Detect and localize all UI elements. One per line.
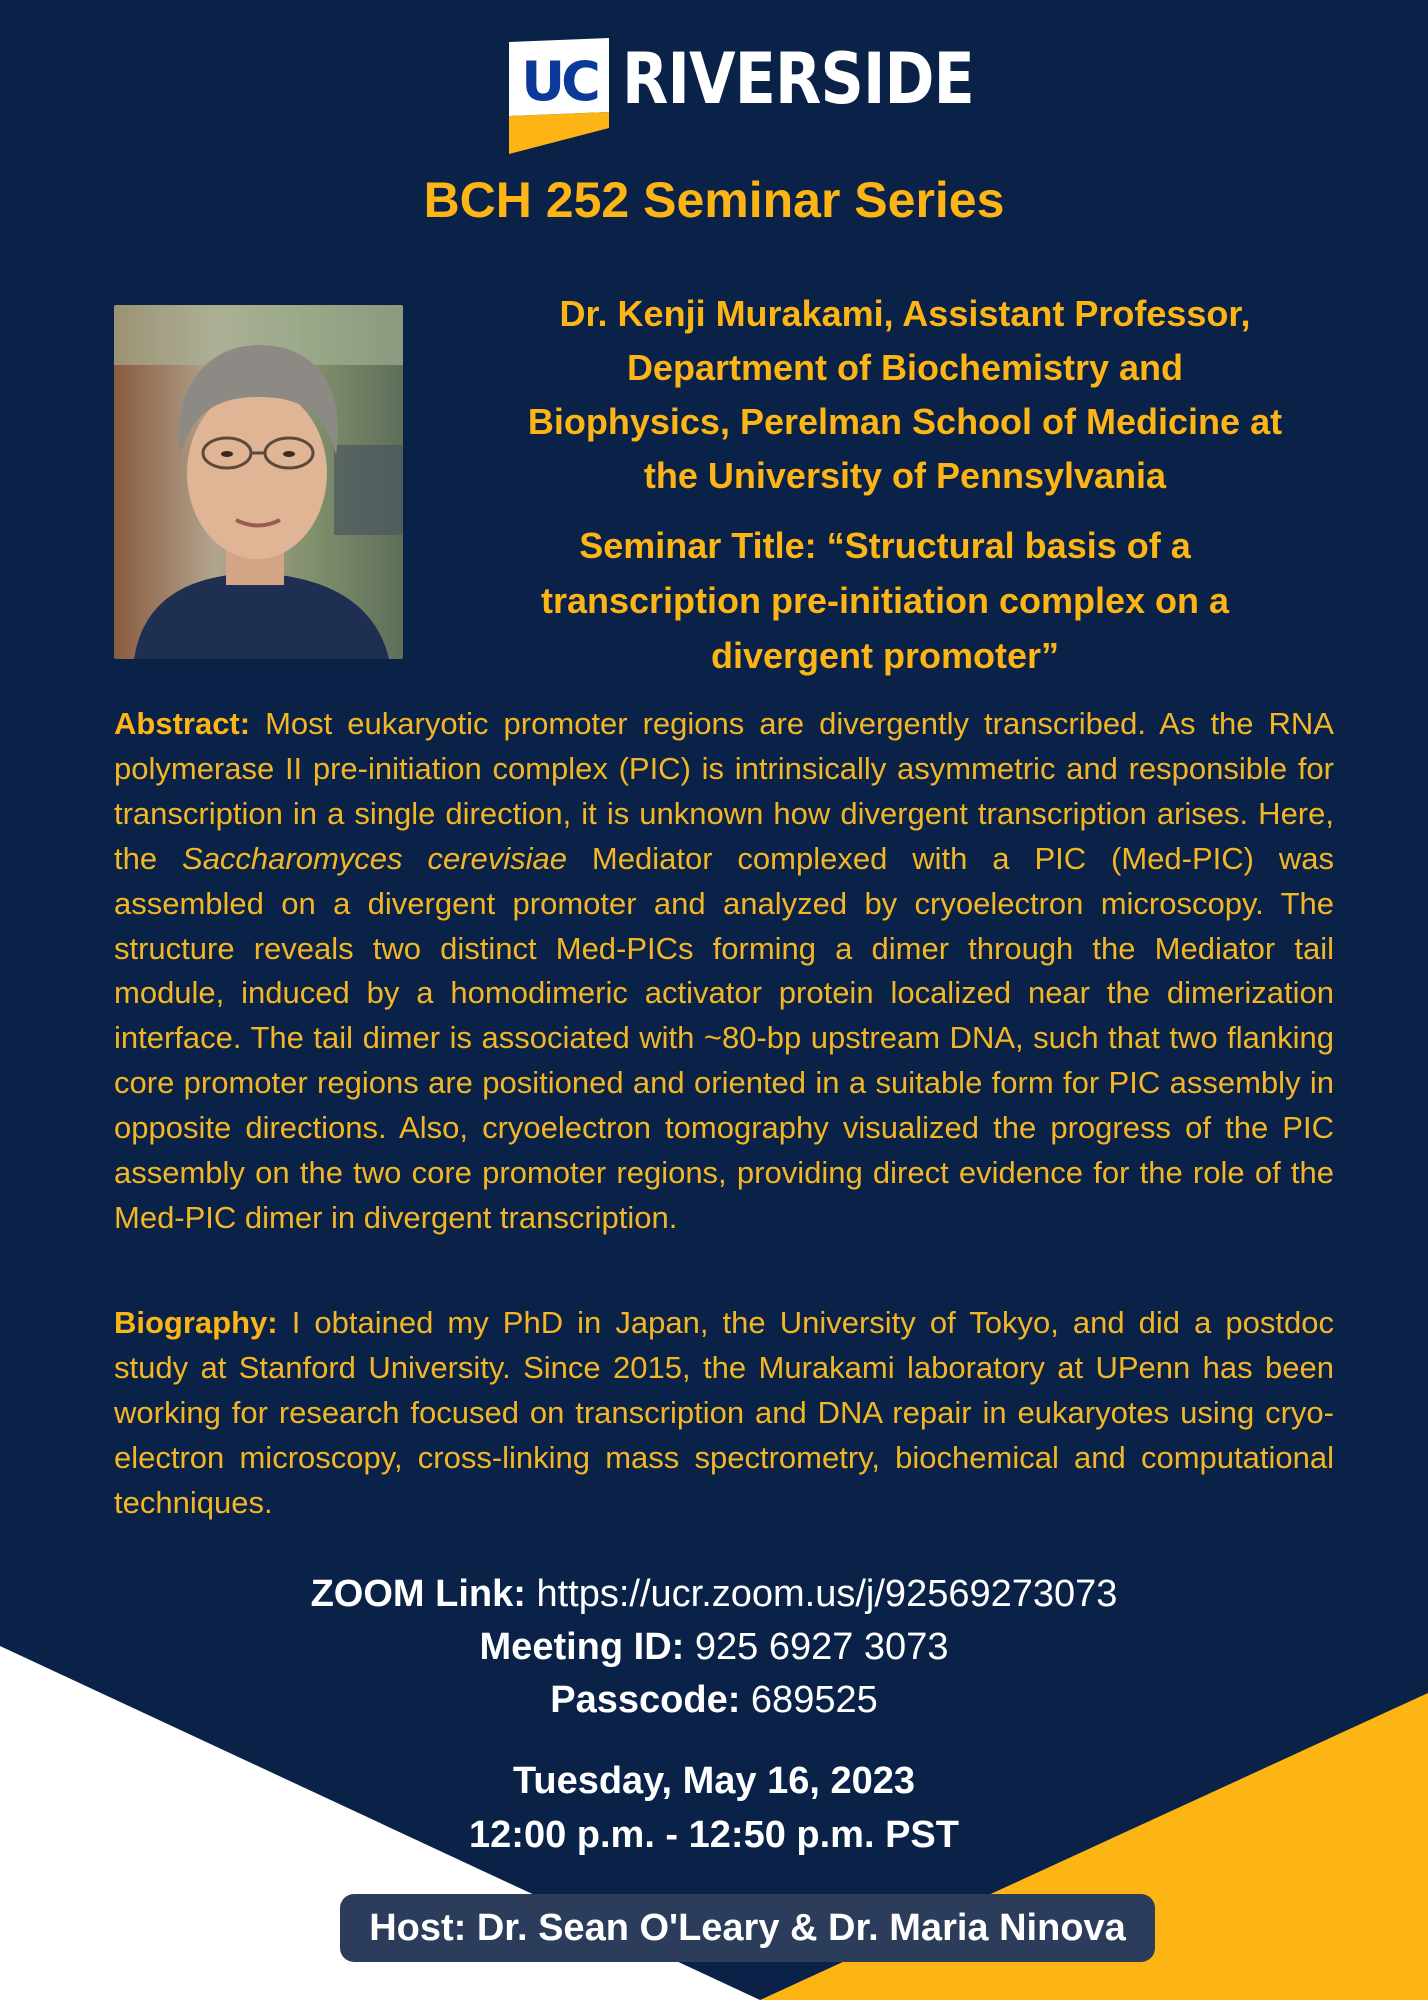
seminar-title-line: transcription pre-initiation complex on a (540, 580, 1230, 621)
abstract-text: Most eukaryotic promoter regions are divergently transcribed. As the RNA polymerase II pre-initiation complex (PIC) is intrinsically asymmetric and responsible for transcription in a single direction, it is unknown how divergent transcription arises. Here, the (114, 706, 1334, 876)
series-title: BCH 252 Seminar Series (423, 172, 1005, 228)
uc-logo-text: UC (521, 50, 597, 113)
biography-label: Biography: (114, 1305, 278, 1340)
uc-logo-mark (509, 38, 609, 154)
speaker-line: Biophysics, Perelman School of Medicine at (527, 401, 1283, 442)
abstract-paragraph (114, 702, 1334, 1241)
host-badge: Host: Dr. Sean O'Leary & Dr. Maria Ninova (340, 1894, 1155, 1962)
zoom-link-line (0, 1568, 1428, 1621)
meeting-id-line (0, 1621, 1428, 1674)
speaker-line: Dr. Kenji Murakami, Assistant Professor, (559, 293, 1251, 334)
abstract-label: Abstract: (114, 706, 251, 741)
zoom-label: ZOOM Link: (310, 1573, 526, 1615)
biography-text: I obtained my PhD in Japan, the University of Tokyo, and did a postdoc study at Stanford University. Since 2015, the Murakami laboratory at UPenn has been working for research focused on transcription and DNA repair in eukaryotes using cryo-electron microscopy, cross-linking mass spectrometry, biochemical and computational techniques. (114, 1305, 1334, 1520)
passcode-label: Passcode: (550, 1679, 741, 1721)
biography-paragraph (114, 1301, 1334, 1526)
speaker-photo (114, 305, 403, 659)
seminar-title-line: Seminar Title: “Structural basis of a (579, 525, 1191, 566)
passcode-line (0, 1674, 1428, 1727)
abstract-text-rest: Mediator complexed with a PIC (Med-PIC) was assembled on a divergent promoter and analyzed by cryoelectron microscopy. The structure reveals two distinct Med-PICs forming a dimer through the Mediator tail module, induced by a homodimeric activator protein localized near the dimerization interface. The tail dimer is associated with ~80-bp upstream DNA, such that two flanking core promoter regions are positioned and oriented in a suitable form for PIC assembly in opposite directions. Also, cryoelectron tomography visualized the progress of the PIC assembly on the two core promoter regions, providing direct evidence for the role of the Med-PIC dimer in divergent transcription. (114, 840, 1335, 1235)
speaker-line: Department of Biochemistry and (626, 347, 1184, 388)
meeting-id-value: 925 6927 3073 (694, 1626, 949, 1668)
riverside-wordmark: RIVERSIDE (622, 38, 974, 120)
seminar-title (470, 518, 1300, 683)
speaker-affiliation (470, 287, 1340, 503)
seminar-title-line: divergent promoter” (710, 635, 1060, 676)
abstract-species: Saccharomyces cerevisiae (182, 840, 568, 876)
passcode-value: 689525 (750, 1679, 878, 1721)
event-time: 12:00 p.m. - 12:50 p.m. PST (469, 1814, 959, 1856)
ucr-logo (0, 38, 1428, 158)
zoom-link[interactable]: https://ucr.zoom.us/j/92569273073 (536, 1573, 1118, 1615)
speaker-line: the University of Pennsylvania (643, 455, 1167, 496)
meeting-label: Meeting ID: (479, 1626, 685, 1668)
event-date: Tuesday, May 16, 2023 (512, 1760, 916, 1802)
